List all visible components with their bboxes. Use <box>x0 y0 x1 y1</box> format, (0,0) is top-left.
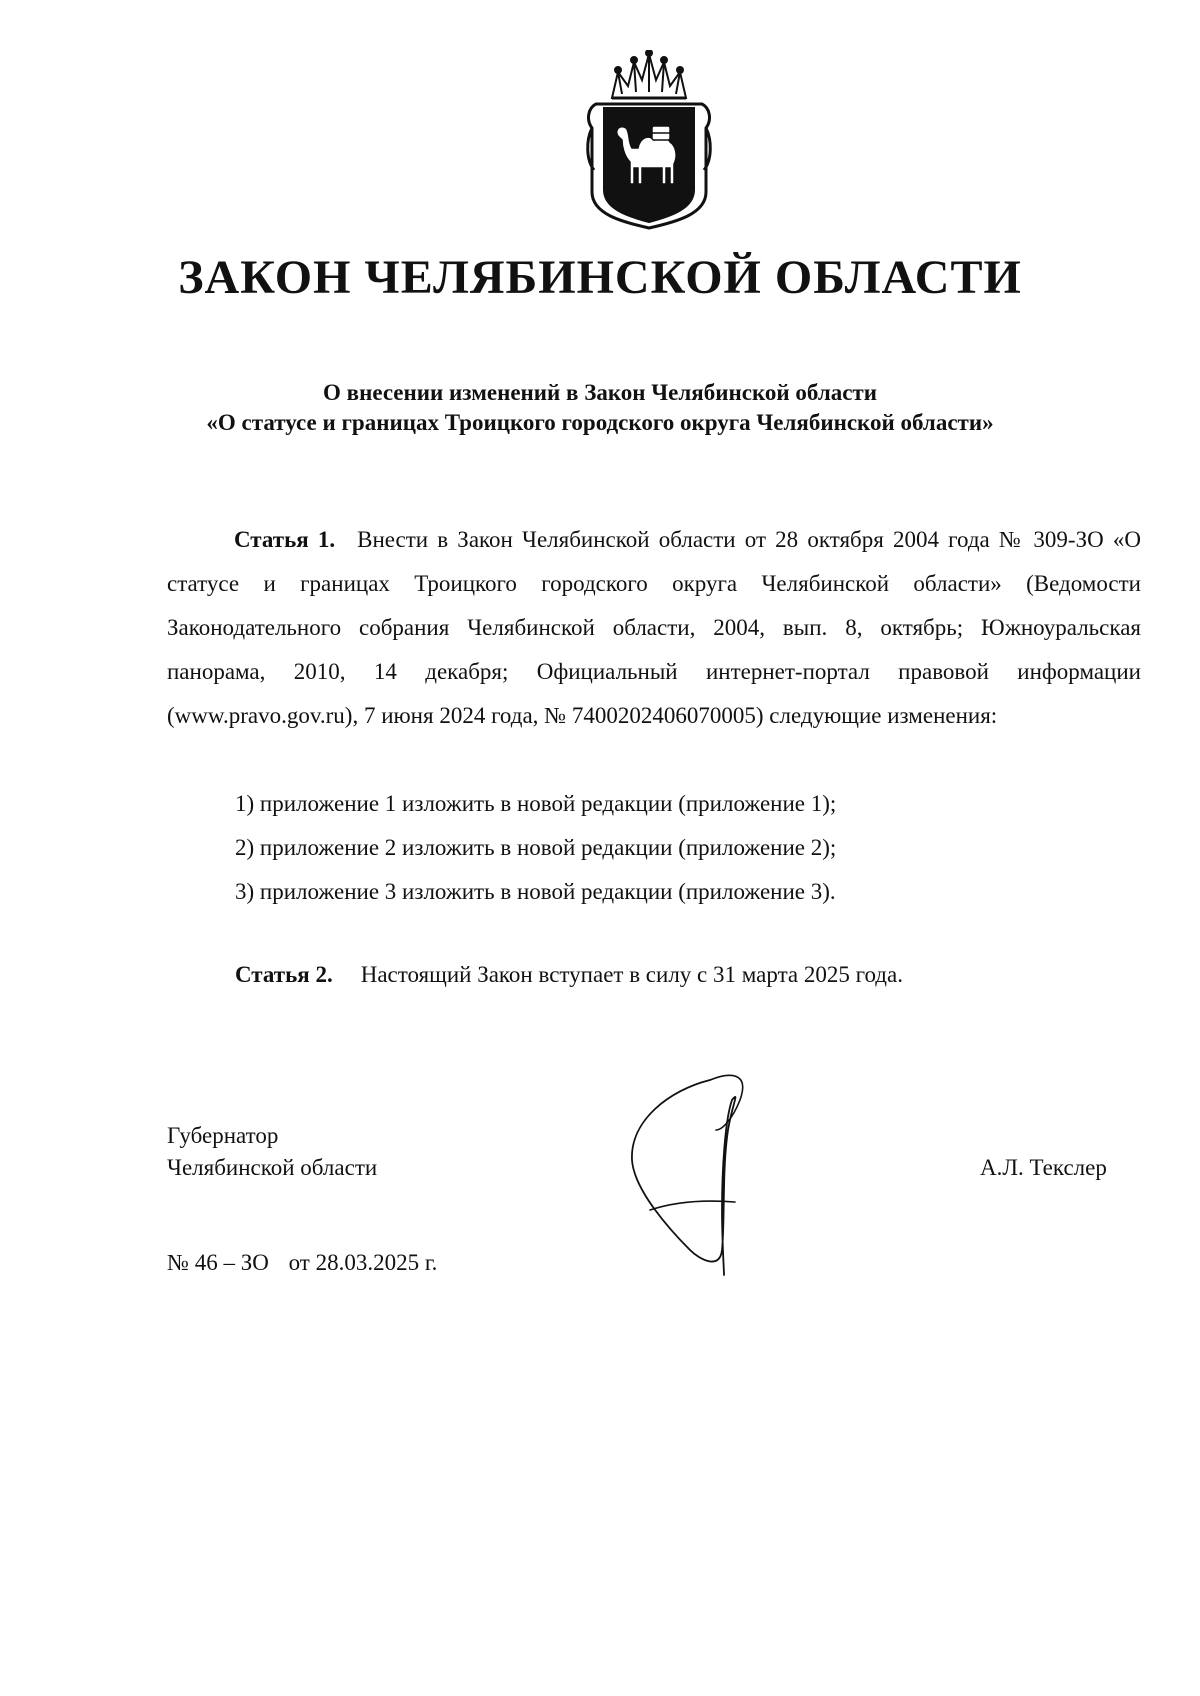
list-item: 3) приложение 3 изложить в новой редакции (приложение 3). <box>235 879 836 904</box>
from-word: от <box>288 1250 310 1275</box>
article-2-paragraph <box>167 953 1141 997</box>
crown-icon <box>612 50 686 98</box>
law-title: ЗАКОН ЧЕЛЯБИНСКОЙ ОБЛАСТИ <box>178 251 1022 304</box>
article-2-label: Статья 2. <box>235 962 333 987</box>
article-2 <box>167 953 1141 997</box>
law-date: 28.03.2025 г. <box>315 1250 438 1275</box>
article-1-paragraph <box>167 518 1141 738</box>
article-1-label: Статья 1. <box>234 527 336 552</box>
article-1 <box>167 518 1141 738</box>
law-number: № 46 – ЗО <box>167 1250 269 1275</box>
law-subtitle <box>0 378 1200 438</box>
list-item: 1) приложение 1 изложить в новой редакции (приложение 1); <box>235 791 837 816</box>
article-2-text: Настоящий Закон вступает в силу с 31 марта 2025 года. <box>360 962 903 987</box>
article-1-text: Внести в Закон Челябинской области от 28 октября 2004 года № 309-ЗО «О статусе и границах Троицкого городского округа Челябинской области» (Ведомости Законодательного собрания Челябинской области, 2004, вып. 8, октябрь; Южноуральская панорама, 2010, 14 декабря; Официальный интернет-портал правовой информации (www.pravo.gov.ru), 7 июня 2024 года, № 7400202406070005) следующие изменения: <box>167 527 1141 728</box>
list-item: 2) приложение 2 изложить в новой редакции (приложение 2); <box>235 835 837 860</box>
subtitle-line-1: О внесении изменений в Закон Челябинской области <box>323 380 877 405</box>
subtitle-line-2: «О статусе и границах Троицкого городского округа Челябинской области» <box>206 410 994 435</box>
coat-of-arms-emblem <box>582 50 716 230</box>
signer-position-line-1: Губернатор <box>167 1123 279 1148</box>
signer-position-line-2: Челябинской области <box>167 1155 378 1180</box>
registration-line <box>167 1247 437 1279</box>
handwritten-signature <box>610 1060 810 1280</box>
signer-name: А.Л. Текслер <box>980 1155 1107 1180</box>
signer-position <box>167 1120 377 1184</box>
amendment-list <box>167 782 1141 914</box>
